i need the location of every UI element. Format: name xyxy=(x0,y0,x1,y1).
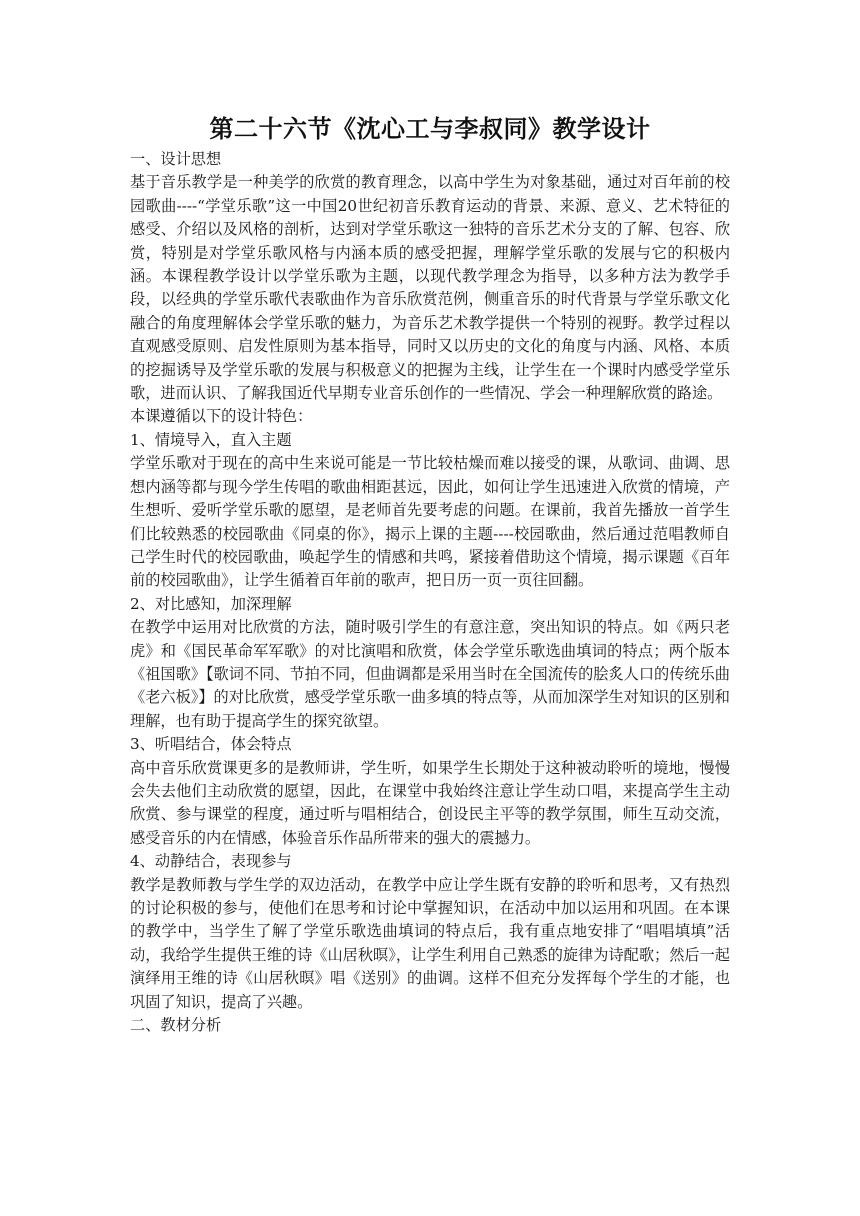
paragraph-feature-1: 学堂乐歌对于现在的高中生来说可能是一节比较枯燥而难以接受的课，从歌词、曲调、思想内涵等都与现今学生传唱的歌曲相距甚远，因此，如何让学生迅速进入欣赏的情境，产生想听、爱听学堂乐歌的愿望，是老师首先要考虑的问题。在课前，我首先播放一首学生们比较熟悉的校园歌曲《同桌的你》，揭示上课的主题----校园歌曲，然后通过范唱教师自己学生时代的校园歌曲，唤起学生的情感和共鸣，紧接着借助这个情境，揭示课题《百年前的校园歌曲》，让学生循着百年前的歌声，把日历一页一页往回翻。 xyxy=(130,454,730,590)
document-page xyxy=(130,112,730,1037)
section-heading-design-idea: 一、设计思想 xyxy=(130,150,222,168)
paragraph-features-intro: 本课遵循以下的设计特色： xyxy=(130,407,313,426)
document-title: 第二十六节《沈心工与李叔同》教学设计 xyxy=(209,115,651,143)
document-body xyxy=(130,148,730,1037)
feature-heading-4: 4、动静结合，表现参与 xyxy=(130,852,292,871)
feature-heading-3: 3、听唱结合，体会特点 xyxy=(130,735,292,754)
paragraph-feature-2: 在教学中运用对比欣赏的方法，随时吸引学生的有意注意，突出知识的特点。如《两只老虎》和《国民革命军军歌》的对比演唱和欣赏，体会学堂乐歌选曲填词的特点；两个版本《祖国歌》【歌词不同、节拍不同，但曲调都是采用当时在全国流传的脍炙人口的传统乐曲《老六板》】的对比欣赏，感受学堂乐歌一曲多填的特点等，从而加深学生对知识的区别和理解，也有助于提高学生的探究欲望。 xyxy=(130,618,730,730)
paragraph-feature-3: 高中音乐欣赏课更多的是教师讲，学生听，如果学生长期处于这种被动聆听的境地，慢慢会失去他们主动欣赏的愿望，因此，在课堂中我始终注意让学生动口唱，来提高学生主动欣赏、参与课堂的程度，通过听与唱相结合，创设民主平等的教学氛围，师生互动交流，感受音乐的内在情感，体验音乐作品所带来的强大的震撼力。 xyxy=(130,758,730,847)
feature-heading-1: 1、情境导入，直入主题 xyxy=(130,430,292,449)
feature-heading-2: 2、对比感知，加深理解 xyxy=(130,594,292,613)
paragraph-feature-4: 教学是教师教与学生学的双边活动，在教学中应让学生既有安静的聆听和思考，又有热烈的讨论积极的参与，使他们在思考和讨论中掌握知识，在活动中加以运用和巩固。在本课的教学中，当学生了解了学堂乐歌选曲填词的特点后，我有重点地安排了“唱唱填填”活动，我给学生提供王维的诗《山居秋暝》，让学生利用自己熟悉的旋律为诗配歌；然后一起演绎用王维的诗《山居秋暝》唱《送别》的曲调。这样不但充分发挥每个学生的才能，也巩固了知识，提高了兴趣。 xyxy=(130,875,730,1011)
paragraph-design-idea: 基于音乐教学是一种美学的欣赏的教育理念，以高中学生为对象基础，通过对百年前的校园歌曲----“学堂乐歌”这一中国20世纪初音乐教育运动的背景、来源、意义、艺术特征的感受、介绍以及风格的剖析，达到对学堂乐歌这一独特的音乐艺术分支的了解、包容、欣赏，特别是对学堂乐歌风格与内涵本质的感受把握，理解学堂乐歌的发展与它的积极内涵。本课程教学设计以学堂乐歌为主题，以现代教学理念为指导，以多种方法为教学手段，以经典的学堂乐歌代表歌曲作为音乐欣赏范例，侧重音乐的时代背景与学堂乐歌文化融合的角度理解体会学堂乐歌的魅力，为音乐艺术教学提供一个特别的视野。教学过程以直观感受原则、启发性原则为基本指导，同时又以历史的文化的角度与内涵、风格、本质的挖掘诱导及学堂乐歌的发展与积极意义的把握为主线，让学生在一个课时内感受学堂乐歌，进而认识、了解我国近代早期专业音乐创作的一些情况、学会一种理解欣赏的路途。 xyxy=(130,173,730,403)
section-heading-material-analysis: 二、教材分析 xyxy=(130,1016,222,1035)
